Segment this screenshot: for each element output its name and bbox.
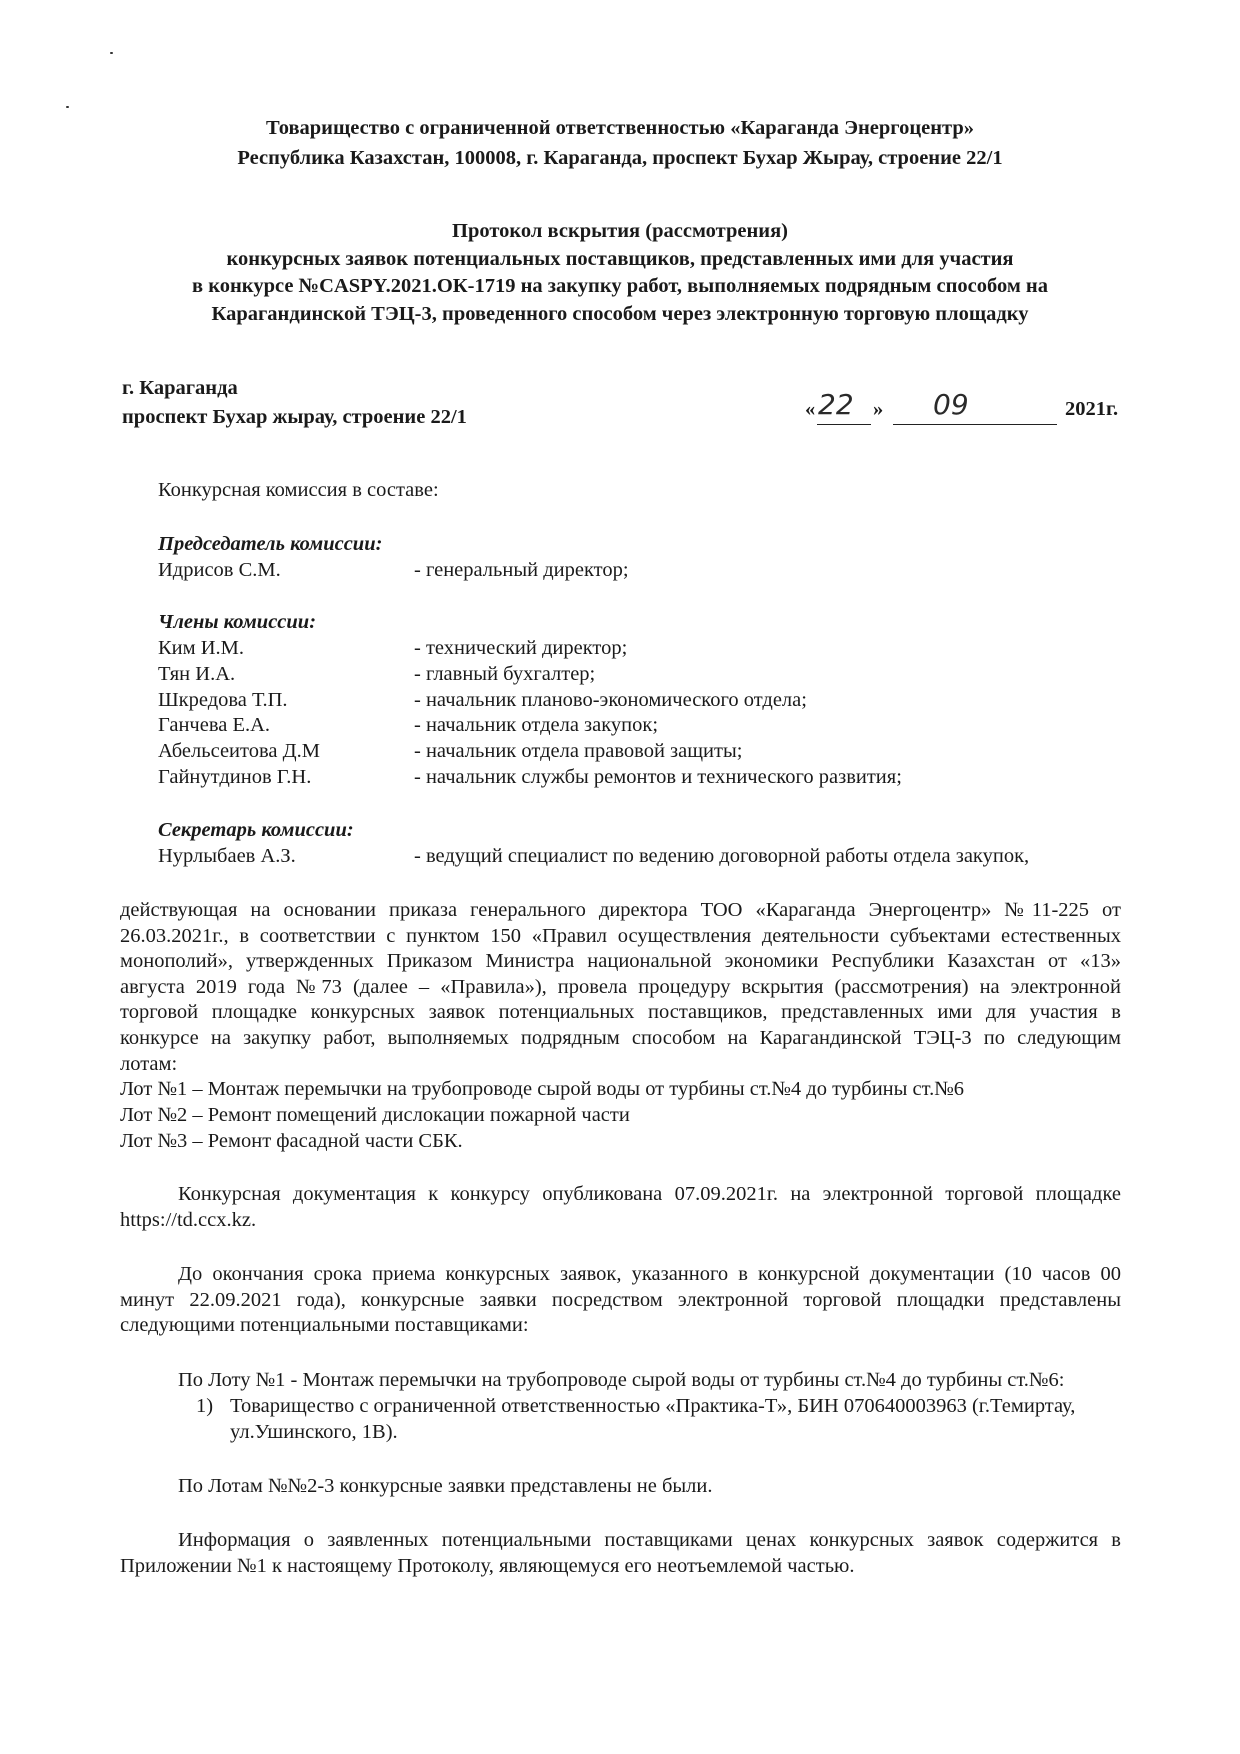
member-position: - начальник планово-экономического отдела;: [414, 688, 807, 711]
paragraph-line: действующая на основании приказа генерального директора ТОО «Караганда Энергоцентр» №11-225 от: [120, 899, 1121, 921]
secretary-heading: Секретарь комиссии:: [158, 819, 354, 841]
member-row: [158, 662, 902, 688]
organization-header: [0, 113, 1240, 173]
member-position: - технический директор;: [414, 637, 628, 659]
chair-list: [158, 558, 629, 584]
month-underline: [893, 424, 1057, 425]
lot-line: Лот №2 – Ремонт помещений дислокации пожарной части: [120, 1104, 630, 1126]
member-row: [158, 844, 1029, 870]
day-underline: [817, 424, 871, 425]
member-name: Нурлыбаев А.З.: [158, 845, 296, 867]
member-name: Гайнутдинов Г.Н.: [158, 765, 312, 788]
paragraph-line: торговой площадке конкурсных заявок потенциальных поставщиков, представленных ими для участия в: [120, 1001, 1121, 1024]
title-line: конкурсных заявок потенциальных поставщиков, представленных ими для участия: [226, 247, 1014, 270]
member-position: - генеральный директор;: [414, 559, 629, 581]
member-row: [158, 636, 902, 662]
paragraph-line: монополий», утвержденных Приказом Министра национальной экономики Республики Казахстан от «13»: [120, 950, 1121, 973]
member-row: [158, 558, 629, 584]
paragraph-line: конкурсе на закупку работ, выполняемых подрядным способом на Карагандинской ТЭЦ-3 по следующим: [120, 1026, 1121, 1049]
member-position: - начальник службы ремонтов и технического развития;: [414, 765, 902, 788]
scan-speck: [66, 106, 69, 108]
member-position: - начальник отдела закупок;: [414, 714, 659, 737]
member-name: Идрисов С.М.: [158, 559, 281, 581]
info-paragraph: [120, 1528, 1121, 1579]
paragraph-line: августа 2019 года №73 (далее – «Правила»), провела процедуру вскрытия (рассмотрения) на электронной: [120, 975, 1121, 998]
paragraph-line: 26.03.2021г., в соответствии с пунктом 150 «Правил осуществления деятельности субъектами естественных: [120, 924, 1121, 947]
title-line: в конкурсе №CASPY.2021.ОК-1719 на закупку работ, выполняемых подрядным способом на: [192, 275, 1048, 297]
place-block: [122, 374, 467, 432]
member-row: [158, 739, 902, 765]
publication-paragraph: [120, 1182, 1121, 1233]
member-name: Ганчева Е.А.: [158, 714, 271, 737]
member-position: - начальник отдела правовой защиты;: [414, 740, 743, 763]
date-open-quote: «: [805, 398, 816, 420]
city: г. Караганда: [122, 377, 238, 399]
title-line: Протокол вскрытия (рассмотрения): [452, 220, 788, 242]
paragraph-line: Информация о заявленных потенциальными поставщиками ценах конкурсных заявок содержится в: [178, 1529, 1121, 1551]
member-position: - главный бухгалтер;: [414, 662, 596, 685]
lot-line: Лот №1 – Монтаж перемычки на трубопроводе сырой воды от турбины ст.№4 до турбины ст.№6: [120, 1078, 965, 1100]
deadline-paragraph: [120, 1262, 1121, 1339]
main-paragraph: [120, 898, 1121, 1077]
bid-supplier: Товарищество с ограниченной ответственностью «Практика-Т», БИН 070640003963 (г.Темиртау,: [230, 1395, 1076, 1417]
member-name: Тян И.А.: [158, 662, 236, 685]
paragraph-line: Конкурсная документация к конкурсу опубликована 07.09.2021г. на электронной торговой площадке: [178, 1183, 1121, 1205]
address: проспект Бухар жырау, строение 22/1: [122, 406, 467, 428]
bid-number: 1): [196, 1395, 214, 1417]
paragraph-line: минут 22.09.2021 года), конкурсные заявки посредством электронной торговой площадки представлены: [120, 1288, 1121, 1311]
member-name: Ким И.М.: [158, 637, 245, 659]
secretary-list: [158, 844, 1029, 870]
title-line: Карагандинской ТЭЦ-3, проведенного способом через электронную торговую площадку: [211, 302, 1029, 325]
paragraph-line: следующими потенциальными поставщиками:: [120, 1314, 529, 1337]
lot1-heading: По Лоту №1 - Монтаж перемычки на трубопроводе сырой воды от турбины ст.№4 до турбины ст.№6:: [178, 1369, 1065, 1391]
member-position: - ведущий специалист по ведению договорной работы отдела закупок,: [414, 845, 1030, 867]
date-year: 2021г.: [1065, 398, 1119, 420]
organization-address: Республика Казахстан, 100008, г. Караганда, проспект Бухар Жырау, строение 22/1: [237, 147, 1003, 169]
date-month: 09: [933, 388, 969, 421]
paragraph-line: До окончания срока приема конкурсных заявок, указанного в конкурсной документации (10 часов 00: [178, 1263, 1121, 1285]
member-row: [158, 713, 902, 739]
member-row: [158, 765, 902, 791]
member-name: Абельсеитова Д.М: [158, 740, 320, 763]
organization-name: Товарищество с ограниченной ответственностью «Караганда Энергоцентр»: [265, 117, 975, 139]
scan-speck: [110, 52, 113, 54]
publication-url: https://td.ccx.kz.: [120, 1208, 257, 1231]
protocol-title: [0, 218, 1240, 328]
date-day: 22: [818, 388, 854, 421]
paragraph-line: лотам:: [120, 1052, 178, 1075]
chair-heading: Председатель комиссии:: [158, 533, 383, 555]
members-list: [158, 636, 902, 791]
commission-intro: Конкурсная комиссия в составе:: [158, 479, 439, 501]
member-row: [158, 688, 902, 714]
bid-supplier-address: ул.Ушинского, 1В).: [230, 1421, 398, 1443]
member-name: Шкредова Т.П.: [158, 688, 288, 711]
lot-line: Лот №3 – Ремонт фасадной части СБК.: [120, 1130, 463, 1152]
lots-2-3-note: По Лотам №№2-3 конкурсные заявки представлены не были.: [178, 1475, 713, 1497]
members-heading: Члены комиссии:: [158, 611, 317, 633]
paragraph-line: Приложении №1 к настоящему Протоколу, являющемуся его неотъемлемой частью.: [120, 1554, 855, 1577]
date-close-quote: »: [873, 398, 884, 420]
